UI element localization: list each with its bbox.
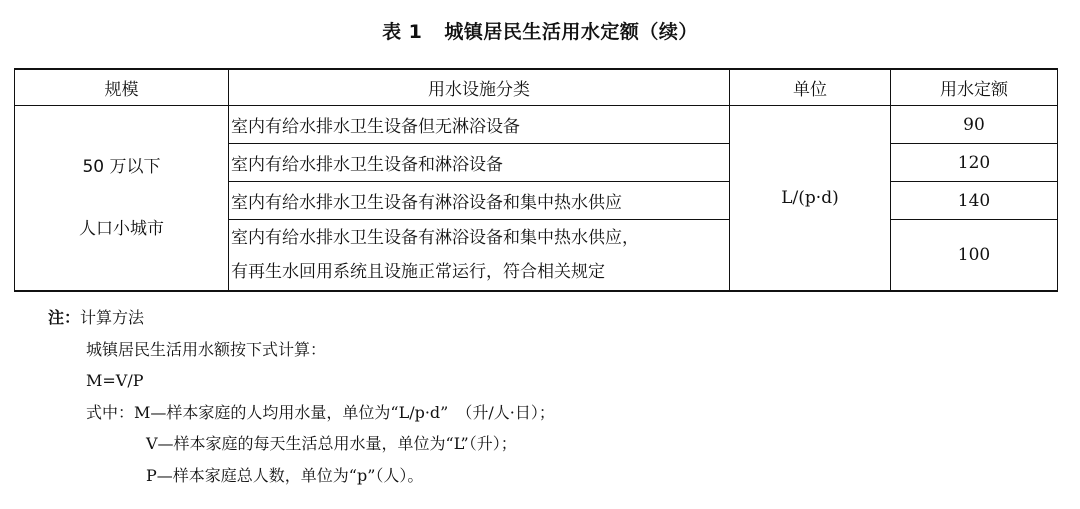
header-unit: 单位: [730, 69, 891, 106]
quota-cell: 120: [891, 144, 1058, 182]
quota-cell: 90: [891, 106, 1058, 144]
scale-cell: [15, 106, 229, 292]
notes-section: [48, 302, 555, 491]
notes-where-prefix: 式中：: [86, 402, 135, 422]
notes-m-definition-line: [48, 397, 555, 429]
table-header-row: [15, 69, 1058, 106]
facility-cell: 室内有给水排水卫生设备但无淋浴设备: [229, 106, 730, 144]
scale-line-2: 人口小城市: [79, 219, 164, 239]
facility-cell: [229, 220, 730, 292]
header-facility: 用水设施分类: [229, 69, 730, 106]
notes-heading: 计算方法: [80, 308, 145, 327]
facility-line-2: 有再生水回用系统且设施正常运行，符合相关规定: [231, 262, 605, 282]
notes-formula: M=V/P: [86, 371, 144, 390]
notes-p-definition: P—样本家庭总人数，单位为“p”（人）。: [146, 465, 424, 485]
notes-v-definition: V—样本家庭的每天生活总用水量，单位为“L”（升）；: [146, 434, 517, 453]
facility-cell: 室内有给水排水卫生设备和淋浴设备: [229, 144, 730, 182]
quota-cell: 140: [891, 182, 1058, 220]
notes-heading-line: [48, 302, 555, 334]
water-quota-table: [14, 68, 1058, 292]
quota-cell: 100: [891, 220, 1058, 292]
header-quota: 用水定额: [891, 69, 1058, 106]
table-number: 表 1: [382, 21, 423, 43]
table-title: [0, 17, 1080, 44]
table-row: [15, 106, 1058, 144]
notes-m-definition: M—样本家庭的人均用水量，单位为“L/p·d” （升/人·日）；: [134, 402, 555, 422]
table-title-text: 城镇居民生活用水定额（续）: [444, 21, 698, 43]
unit-cell: L/(p·d): [730, 106, 891, 292]
scale-line-1: 50 万以下: [82, 157, 161, 177]
facility-line-1: 室内有给水排水卫生设备有淋浴设备和集中热水供应，: [231, 228, 639, 248]
notes-label: 注：: [48, 308, 81, 327]
header-scale: 规模: [15, 69, 229, 106]
facility-cell: 室内有给水排水卫生设备有淋浴设备和集中热水供应: [229, 182, 730, 220]
notes-intro: 城镇居民生活用水额按下式计算：: [86, 339, 327, 359]
